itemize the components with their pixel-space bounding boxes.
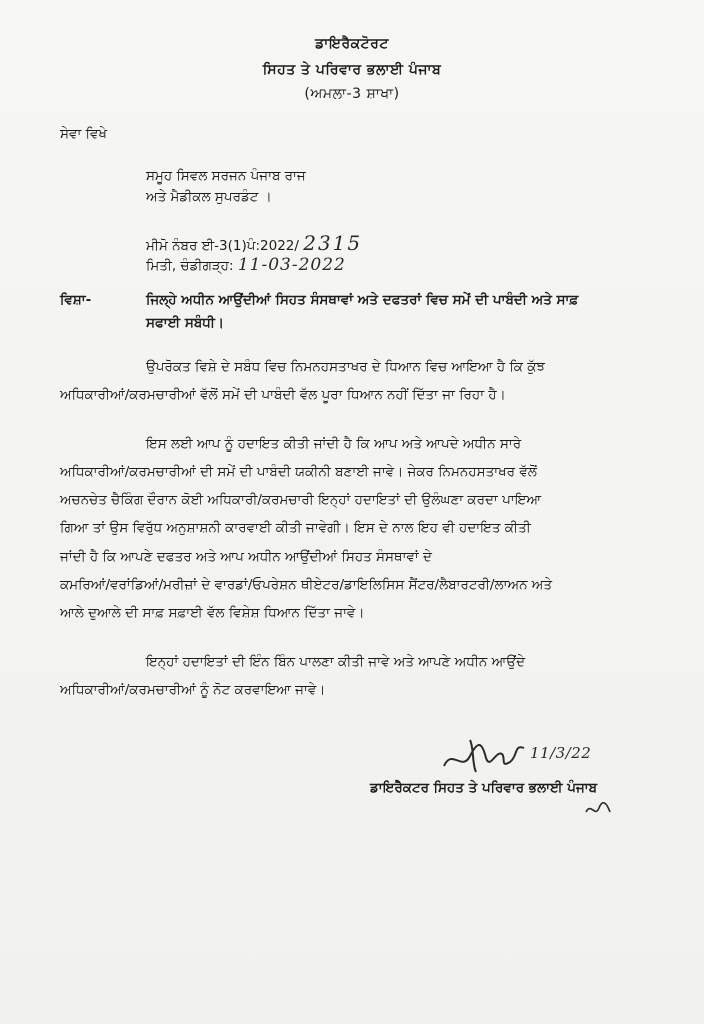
department-name: ਸਿਹਤ ਤੇ ਪਰਿਵਾਰ ਭਲਾਈ ਪੰਜਾਬ (262, 62, 442, 78)
to-label: ਸੇਵਾ ਵਿਖੇ (60, 126, 107, 142)
para3-line-1: ਇਨ੍ਹਾਂ ਹਦਾਇਤਾਂ ਦੀ ਇੰਨ ਬਿੰਨ ਪਾਲਣਾ ਕੀਤੀ ਜਾਵੇ ਅਤੇ ਆਪਣੇ ਅਧੀਨ ਆਉਂਦੇ (146, 654, 526, 670)
memo-date (146, 255, 346, 275)
para2-line-3: ਅਚਨਚੇਤ ਚੈਕਿੰਗ ਦੌਰਾਨ ਕੋਈ ਅਧਿਕਾਰੀ/ਕਰਮਚਾਰੀ ਇਨ੍ਹਾਂ ਹਦਾਇਤਾਂ ਦੀ ਉਲੰਘਣਾ ਕਰਦਾ ਪਾਇਆ (60, 492, 542, 508)
subject-line-2: ਸਫਾਈ ਸਬੰਧੀ। (146, 315, 224, 331)
memo-number-label: ਮੀਮੋ ਨੰਬਰ ਈ-3(1)ਪੰ:2022/ (146, 238, 299, 254)
subject-label: ਵਿਸ਼ਾ- (60, 292, 92, 308)
subject-line-1: ਜਿਲ੍ਹੇ ਅਧੀਨ ਆਉਂਦੀਆਂ ਸਿਹਤ ਸੰਸਥਾਵਾਂ ਅਤੇ ਦਫਤਰਾਂ ਵਿਚ ਸਮੇਂ ਦੀ ਪਾਬੰਦੀ ਅਤੇ ਸਾਫ਼ (146, 292, 579, 308)
memo-date-handwritten: 11-03-2022 (237, 255, 346, 275)
para2-line-2: ਅਧਿਕਾਰੀਆਂ/ਕਰਮਚਾਰੀਆਂ ਦੀ ਸਮੇਂ ਦੀ ਪਾਬੰਦੀ ਯਕੀਨੀ ਬਣਾਈ ਜਾਵੇ। ਜੇਕਰ ਨਿਮਨਹਸਤਾਖਰ ਵੱਲੋਂ (60, 464, 537, 480)
addressee-line-1: ਸਮੂਹ ਸਿਵਲ ਸਰਜਨ ਪੰਜਾਬ ਰਾਜ (146, 168, 306, 184)
memo-number (146, 231, 362, 255)
signature-date: 11/3/22 (530, 744, 592, 762)
initials-scrawl (583, 798, 613, 820)
para2-line-5: ਜਾਂਦੀ ਹੈ ਕਿ ਆਪਣੇ ਦਫਤਰ ਅਤੇ ਆਪ ਅਧੀਨ ਆਉਂਦੀਆਂ ਸਿਹਤ ਸੰਸਥਾਵਾਂ ਦੇ (60, 549, 432, 565)
signatory-designation: ਡਾਇਰੈਕਟਰ ਸਿਹਤ ਤੇ ਪਰਿਵਾਰ ਭਲਾਈ ਪੰਜਾਬ (370, 780, 598, 796)
para2-line-4: ਗਿਆ ਤਾਂ ਉਸ ਵਿਰੁੱਧ ਅਨੁਸ਼ਾਸ਼ਨੀ ਕਾਰਵਾਈ ਕੀਤੀ ਜਾਵੇਗੀ। ਇਸ ਦੇ ਨਾਲ ਇਹ ਵੀ ਹਦਾਇਤ ਕੀਤੀ (60, 520, 531, 536)
para2-line-1: ਇਸ ਲਈ ਆਪ ਨੂੰ ਹਦਾਇਤ ਕੀਤੀ ਜਾਂਦੀ ਹੈ ਕਿ ਆਪ ਅਤੇ ਆਪਦੇ ਅਧੀਨ ਸਾਰੇ (146, 436, 522, 452)
memo-date-label: ਮਿਤੀ, ਚੰਡੀਗੜ੍ਹ: (146, 258, 234, 274)
para2-line-6: ਕਮਰਿਆਂ/ਵਰਾਂਡਿਆਂ/ਮਰੀਜ਼ਾਂ ਦੇ ਵਾਰਡਾਂ/ਓਪਰੇਸ਼ਨ ਥੀਏਟਰ/ਡਾਇਲਿਸਿਸ ਸੈਂਟਰ/ਲੈਬਾਰਟਰੀ/ਲਾਅਨ ਅਤੇ (60, 577, 553, 593)
branch-name: (ਅਮਲਾ-3 ਸ਼ਾਖਾ) (304, 86, 400, 102)
office-name: ਡਾਇਰੈਕਟੋਰਟ (315, 36, 389, 52)
para1-line-2: ਅਧਿਕਾਰੀਆਂ/ਕਰਮਚਾਰੀਆਂ ਵੱਲੋਂ ਸਮੇਂ ਦੀ ਪਾਬੰਦੀ ਵੱਲ ਪੂਰਾ ਧਿਆਨ ਨਹੀਂ ਦਿੱਤਾ ਜਾ ਰਿਹਾ ਹੈ। (60, 387, 506, 403)
para2-line-7: ਆਲੇ ਦੁਆਲੇ ਦੀ ਸਾਫ਼ ਸਫ਼ਾਈ ਵੱਲ ਵਿਸ਼ੇਸ਼ ਧਿਆਨ ਦਿੱਤਾ ਜਾਵੇ। (60, 605, 365, 621)
addressee-line-2: ਅਤੇ ਮੈਡੀਕਲ ਸੁਪਰਡੰਟ । (146, 189, 272, 205)
para3-line-2: ਅਧਿਕਾਰੀਆਂ/ਕਰਮਚਾਰੀਆਂ ਨੂੰ ਨੋਟ ਕਰਵਾਇਆ ਜਾਵੇ। (60, 682, 326, 698)
memo-number-handwritten: 2315 (303, 231, 363, 255)
para1-line-1: ਉਪਰੋਕਤ ਵਿਸ਼ੇ ਦੇ ਸਬੰਧ ਵਿਚ ਨਿਮਨਹਸਤਾਖਰ ਦੇ ਧਿਆਨ ਵਿਚ ਆਇਆ ਹੈ ਕਿ ਕੁੱਝ (146, 359, 545, 375)
